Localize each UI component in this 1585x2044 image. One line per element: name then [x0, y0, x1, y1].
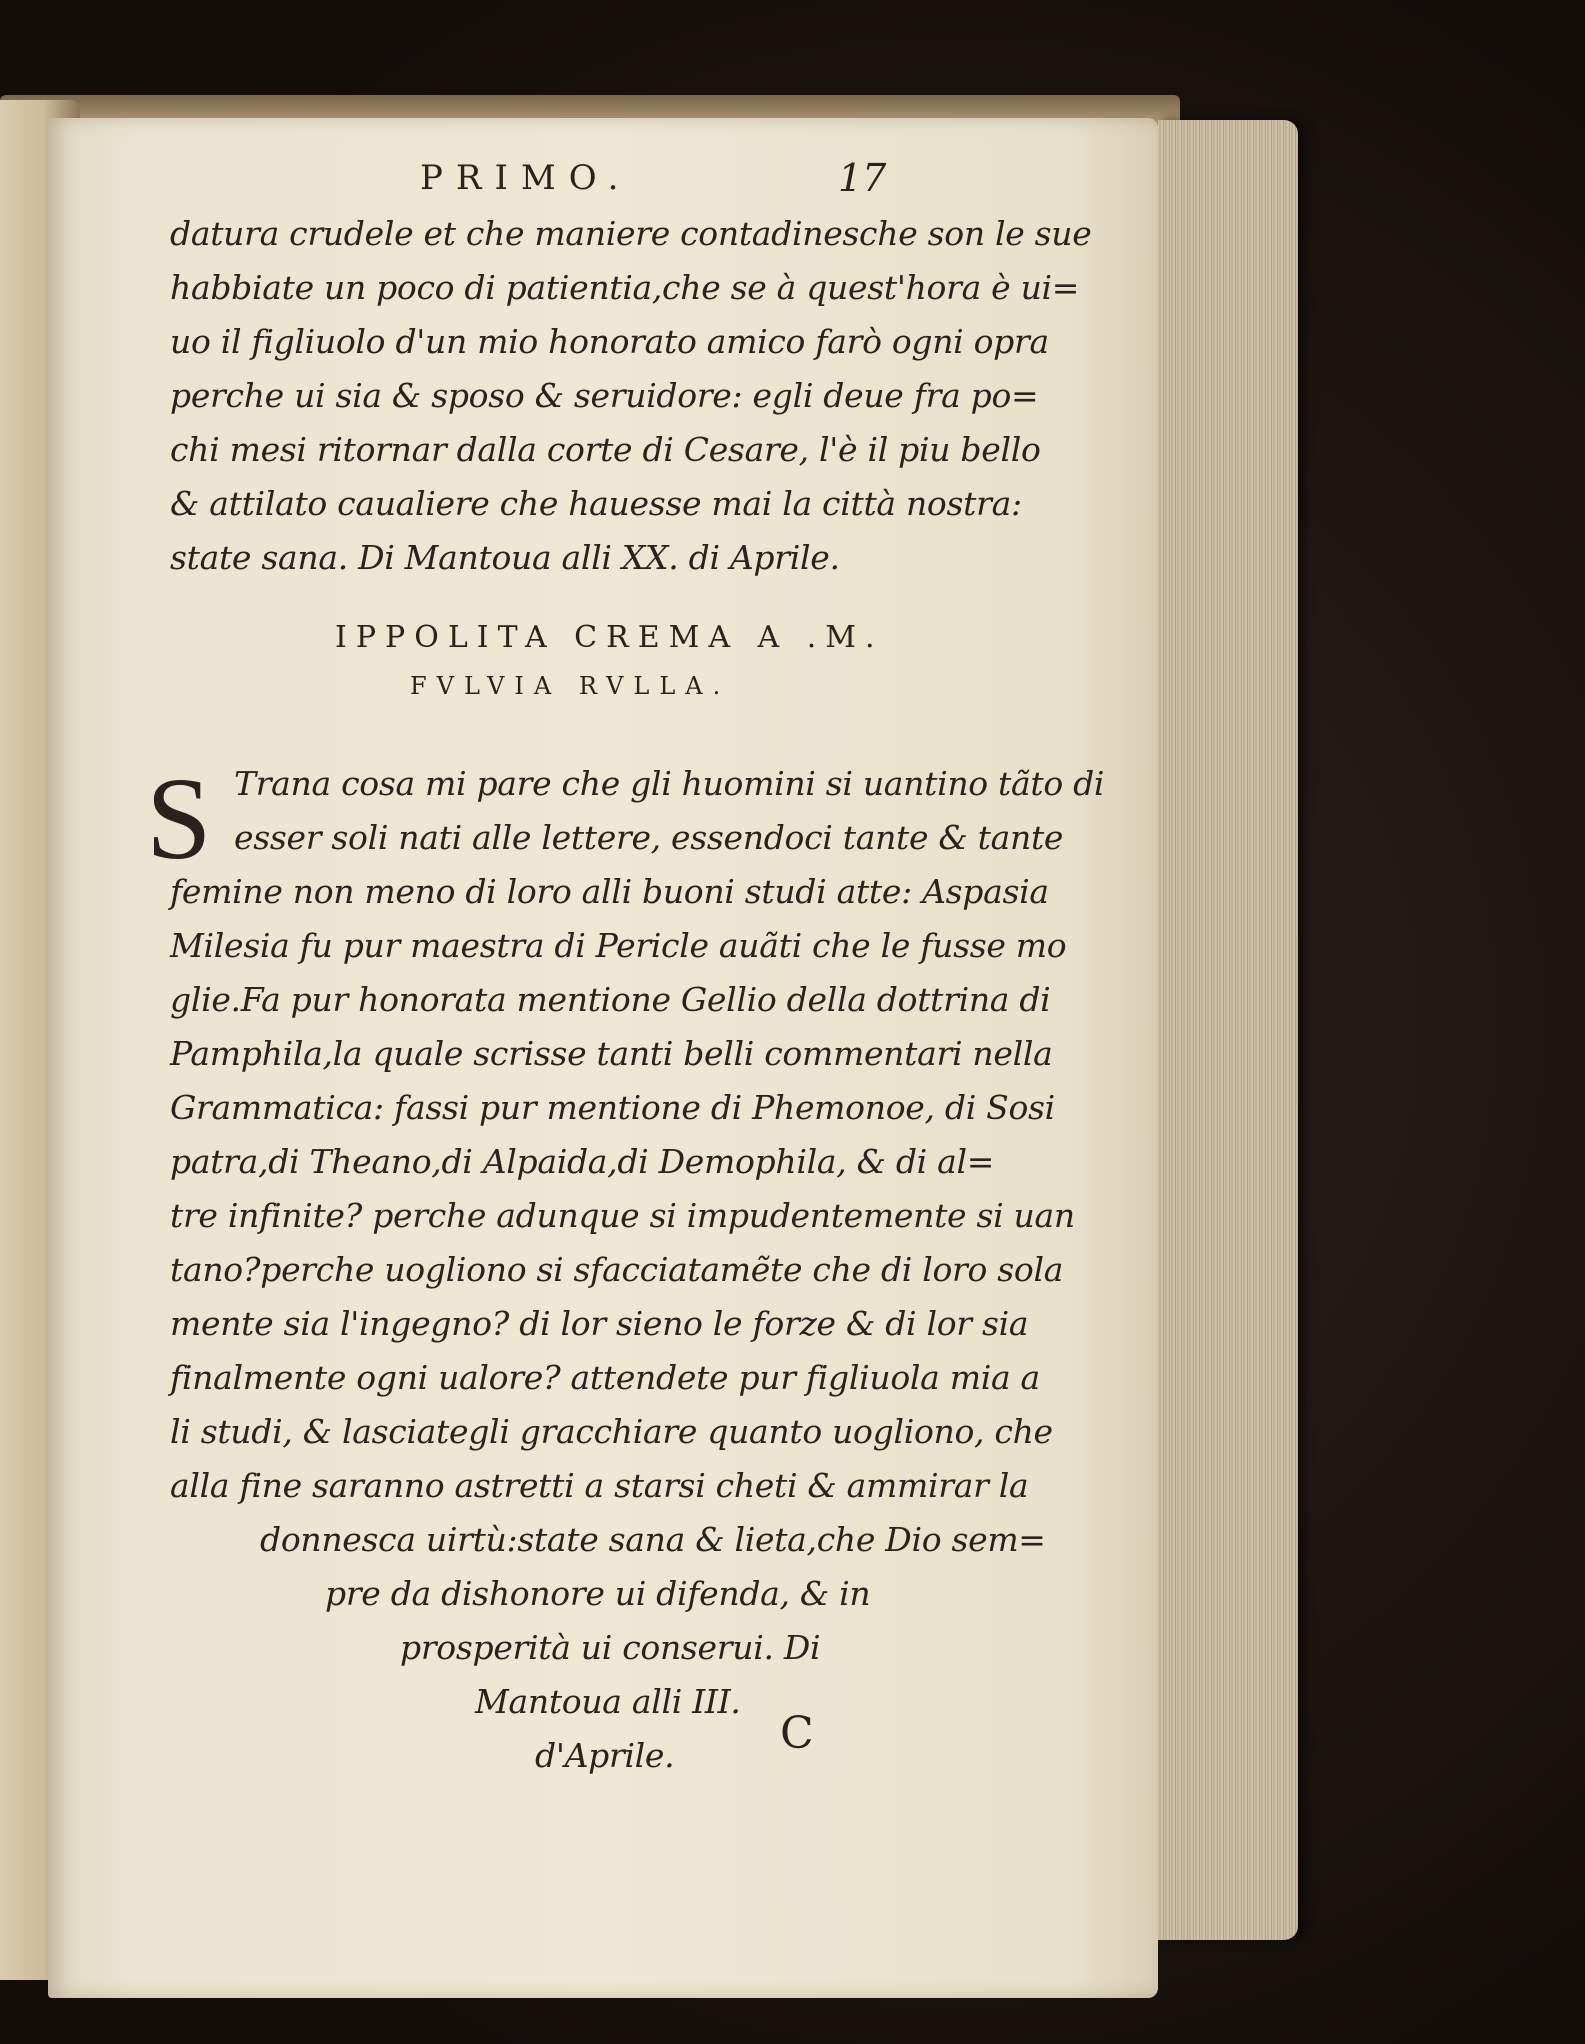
letter-line: tre infinite? perche adunque si impudentemente si uan: [170, 1196, 1075, 1235]
drop-cap: S: [146, 753, 212, 884]
letter-line: Trana cosa mi pare che gli huomini si uantino tãto di: [234, 764, 1105, 803]
prev-letter-line: & attilato caualiere che hauesse mai la città nostra:: [170, 484, 1022, 523]
prev-letter-line: perche ui sia & sposo & seruidore: egli deue fra po=: [170, 376, 1039, 415]
letter-line: Milesia fu pur maestra di Pericle auãti che le fusse mo: [170, 926, 1067, 965]
prev-letter-line: chi mesi ritornar dalla corte di Cesare, l'è il piu bello: [170, 430, 1041, 469]
prev-letter-line: datura crudele et che maniere contadinesche son le sue: [170, 214, 1092, 253]
letter-line: femine non meno di loro alli buoni studi atte: Aspasia: [170, 872, 1049, 911]
letter-line: pre da dishonore ui difenda, & in: [325, 1574, 871, 1613]
letter-line: Grammatica: fassi pur mentione di Phemonoe, di Sosi: [170, 1088, 1055, 1127]
letter-heading-line-1: IPPOLITA CREMA A .M.: [335, 620, 884, 655]
letter-line: glie.Fa pur honorata mentione Gellio della dottrina di: [170, 980, 1051, 1019]
signature-mark: C: [780, 1708, 814, 1759]
page-block-edges: [1158, 120, 1298, 1940]
letter-line: mente sia l'ingegno? di lor sieno le forze & di lor sia: [170, 1304, 1029, 1343]
letter-line: alla fine saranno astretti a starsi cheti & ammirar la: [170, 1466, 1029, 1505]
letter-line: finalmente ogni ualore? attendete pur figliuola mia a: [170, 1358, 1040, 1397]
page-number: 17: [838, 156, 887, 200]
prev-letter-line: state sana. Di Mantoua alli XX. di Aprile.: [170, 538, 840, 577]
letter-line: tano?perche uogliono si sfacciatamẽte che di loro sola: [170, 1250, 1064, 1289]
letter-line: Mantoua alli III.: [475, 1682, 741, 1721]
letter-line: prosperità ui conserui. Di: [400, 1628, 821, 1667]
letter-line: d'Aprile.: [535, 1736, 675, 1775]
letter-line: donnesca uirtù:state sana & lieta,che Dio sem=: [260, 1520, 1046, 1559]
prev-letter-line: habbiate un poco di patientia,che se à quest'hora è ui=: [170, 268, 1080, 307]
letter-line: li studi, & lasciategli gracchiare quanto uogliono, che: [170, 1412, 1053, 1451]
running-title: PRIMO.: [420, 158, 632, 198]
letter-line: patra,di Theano,di Alpaida,di Demophila, & di al=: [170, 1142, 995, 1181]
letter-line: esser soli nati alle lettere, essendoci tante & tante: [234, 818, 1064, 857]
prev-letter-line: uo il figliuolo d'un mio honorato amico farò ogni opra: [170, 322, 1049, 361]
letter-line: Pamphila,la quale scrisse tanti belli commentari nella: [170, 1034, 1053, 1073]
letter-heading-line-2: FVLVIA RVLLA.: [410, 672, 731, 700]
